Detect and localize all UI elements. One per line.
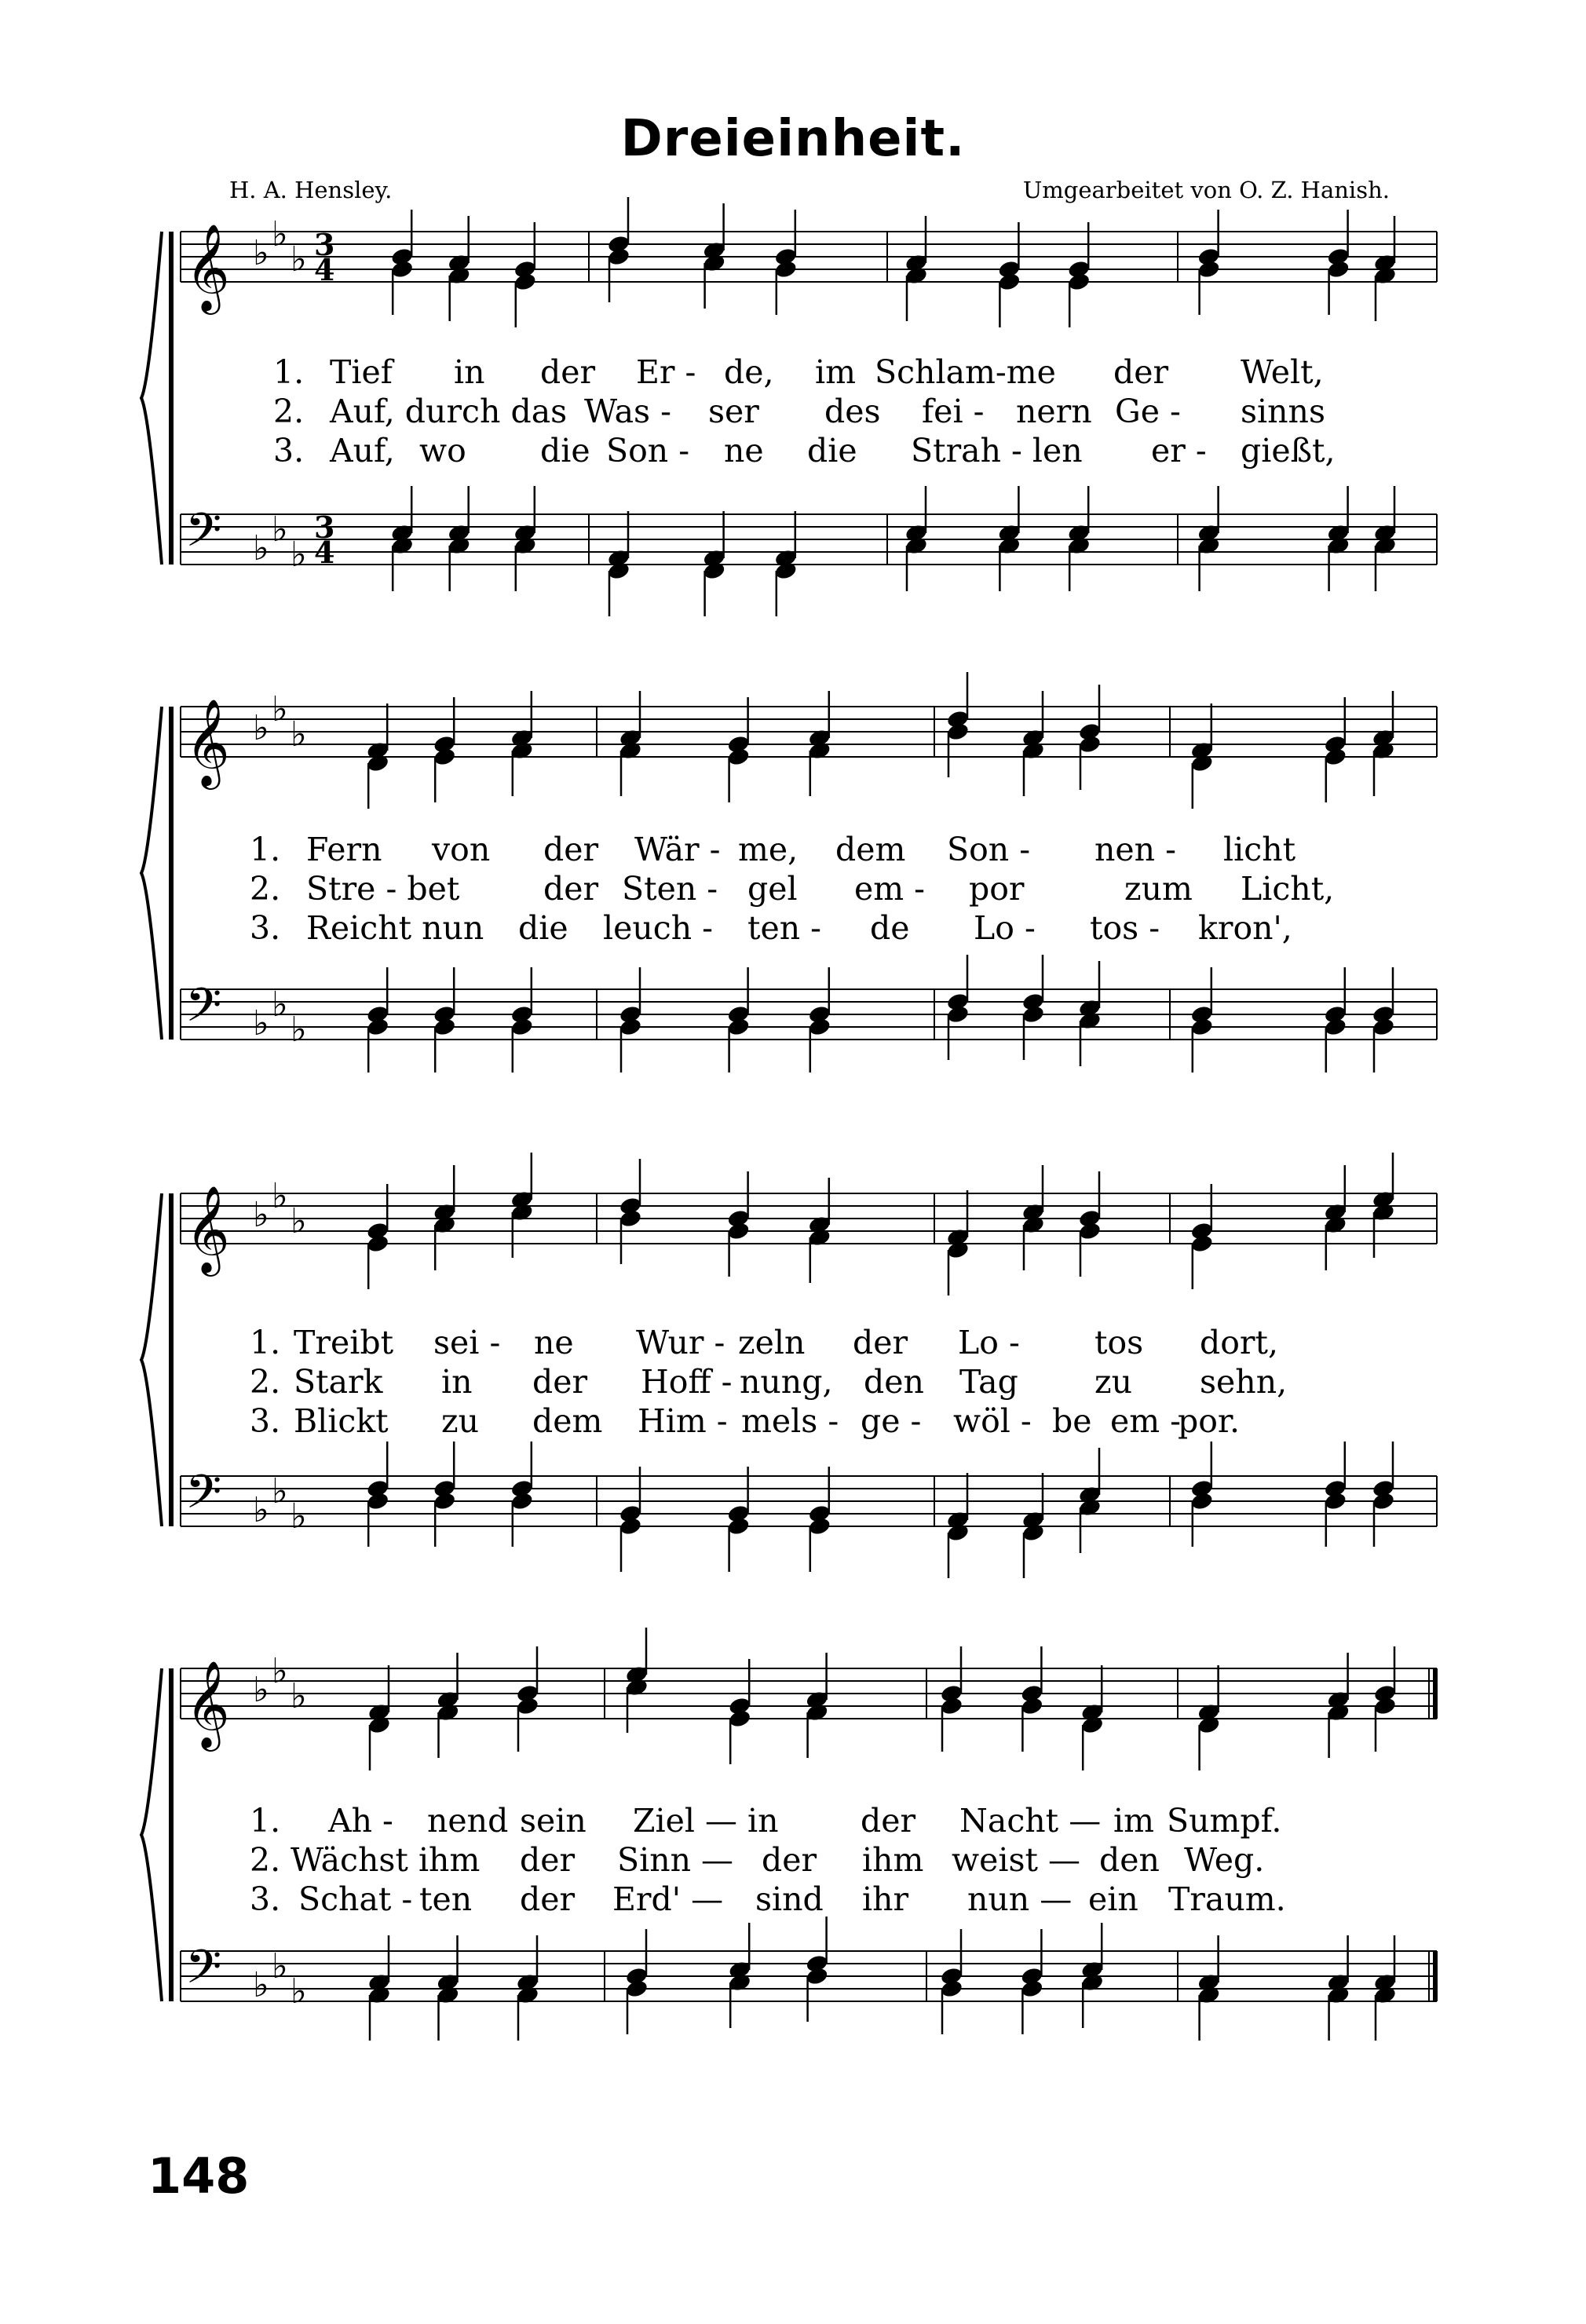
notehead: [904, 535, 929, 556]
syllable: dem: [532, 1402, 603, 1440]
bass-clef: 𝄢: [185, 1939, 222, 2005]
syllable: sei -: [433, 1324, 501, 1361]
syllable: Blickt: [294, 1402, 389, 1440]
syllable: ein: [1088, 1880, 1138, 1918]
verse-number: 2.: [250, 1363, 281, 1401]
verse-number: 3.: [250, 1880, 281, 1918]
hymn-title: Dreieinheit.: [620, 110, 966, 168]
notehead: [1190, 753, 1215, 773]
syllable: ge -: [861, 1402, 922, 1440]
notehead: [1372, 1202, 1396, 1222]
syllable: Erd' —: [612, 1880, 724, 1918]
flat-accidental: ♭: [272, 985, 288, 1025]
notehead: [433, 1491, 457, 1511]
syllable: sein: [520, 1802, 587, 1840]
syllable: Schlam-me: [875, 353, 1056, 391]
time-signature-top: 3: [314, 510, 335, 545]
syllable: Sumpf.: [1167, 1802, 1282, 1840]
syllable: Ge -: [1115, 393, 1181, 430]
syllable: Tief: [330, 353, 393, 391]
treble-clef: 𝄞: [185, 1185, 230, 1273]
verse-number: 3.: [250, 1402, 281, 1440]
syllable: den: [864, 1363, 924, 1401]
notehead: [728, 1972, 752, 1993]
flat-accidental: ♭: [272, 214, 288, 254]
lyrics-block: [228, 831, 1437, 948]
syllable: Ziel —: [633, 1802, 738, 1840]
syllable: Tag: [959, 1363, 1018, 1401]
notehead: [1078, 1497, 1102, 1518]
syllable: Schat -: [298, 1880, 413, 1918]
lyrics-block: [228, 1802, 1437, 1920]
notehead: [366, 753, 390, 773]
syllable: nung,: [740, 1363, 833, 1401]
notehead: [808, 1516, 832, 1537]
time-signature-bottom: 4: [314, 535, 335, 570]
flat-accidental: ♭: [253, 528, 269, 568]
notehead: [510, 1491, 535, 1511]
notehead: [774, 259, 798, 280]
syllable: der: [762, 1841, 817, 1879]
syllable: wöl -: [953, 1402, 1032, 1440]
syllable: der: [1113, 353, 1169, 391]
syllable: Sten -: [622, 870, 718, 908]
notehead: [619, 1208, 643, 1229]
verse-number: 1.: [273, 353, 305, 391]
syllable: zu: [441, 1402, 480, 1440]
flat-accidental: ♭: [272, 689, 288, 729]
arranger-credit: Umgearbeitet von O. Z. Hanish.: [1022, 177, 1390, 203]
treble-clef: 𝄞: [185, 1660, 230, 1748]
syllable: Er -: [636, 353, 696, 391]
verse-number: 2.: [250, 870, 281, 908]
syllable: weist —: [952, 1841, 1081, 1879]
syllable: der: [543, 831, 599, 868]
verse-number: 1.: [250, 1802, 281, 1840]
syllable: in: [454, 353, 485, 391]
syllable: Traum.: [1168, 1880, 1286, 1918]
syllable: er -: [1151, 432, 1207, 470]
notehead: [1372, 1017, 1396, 1037]
notehead: [1067, 272, 1091, 292]
verse-number: 3.: [250, 909, 281, 947]
notehead: [1326, 1702, 1350, 1723]
syllable: Strah - len: [911, 432, 1083, 470]
syllable: me,: [738, 831, 798, 868]
notehead: [946, 1522, 970, 1543]
verse-line: [228, 1802, 1437, 1841]
flat-accidental: ♭: [272, 1176, 288, 1216]
syllable: in: [441, 1363, 473, 1401]
syllable: die: [540, 432, 590, 470]
notehead: [513, 535, 538, 556]
syllable: Ah -: [328, 1802, 393, 1840]
verse-number: 3.: [273, 432, 305, 470]
music-system-3: [149, 1176, 1437, 1610]
notehead: [1020, 1696, 1044, 1716]
verse-line: [228, 1402, 1437, 1442]
lyrics-block: [228, 353, 1437, 471]
notehead: [1021, 1004, 1046, 1025]
notehead: [1373, 535, 1398, 556]
notehead: [1373, 1985, 1398, 2005]
syllable: der: [532, 1363, 588, 1401]
syllable: sinns: [1241, 393, 1326, 430]
syllable: nun —: [967, 1880, 1073, 1918]
syllable: im: [815, 353, 856, 391]
syllable: Wur -: [636, 1324, 725, 1361]
notehead: [946, 1004, 970, 1025]
notehead: [510, 1202, 535, 1222]
notehead: [726, 1017, 751, 1037]
syllable: ten: [419, 1880, 473, 1918]
syllable: Lo -: [974, 909, 1036, 947]
syllable: nen -: [1094, 831, 1176, 868]
syllable: gießt,: [1241, 432, 1336, 470]
notehead: [510, 1017, 535, 1037]
notehead: [1373, 265, 1398, 286]
notehead: [728, 1708, 752, 1729]
notehead: [1020, 1979, 1044, 1999]
treble-clef: 𝄞: [185, 223, 230, 311]
notehead: [1190, 1233, 1215, 1254]
syllable: sind: [755, 1880, 824, 1918]
flat-accidental: ♭: [272, 1471, 288, 1511]
syllable: fei -: [922, 393, 985, 430]
notehead: [619, 740, 643, 761]
syllable: ten -: [747, 909, 822, 947]
syllable: wo: [419, 432, 466, 470]
verse-number: 1.: [250, 831, 281, 868]
notehead: [433, 1017, 457, 1037]
notehead: [513, 272, 538, 292]
music-system-1: [149, 214, 1437, 648]
notehead: [1080, 1972, 1105, 1993]
brace: [141, 1193, 162, 1526]
notehead: [1372, 740, 1396, 761]
syllable: zeln: [738, 1324, 806, 1361]
flat-accidental: ♭: [291, 1010, 307, 1050]
verse-line: [228, 1324, 1437, 1363]
flat-accidental: ♭: [291, 1971, 307, 2012]
verse-number: 2.: [273, 393, 305, 430]
time-signature-bottom: 4: [314, 252, 335, 287]
syllable: nend: [427, 1802, 509, 1840]
notehead: [607, 561, 631, 581]
treble-clef: 𝄞: [185, 698, 230, 786]
bass-clef: 𝄢: [185, 1464, 222, 1530]
syllable: sehn,: [1200, 1363, 1288, 1401]
syllable: Wär -: [634, 831, 721, 868]
notehead: [726, 747, 751, 767]
notehead: [447, 535, 471, 556]
brace: [141, 232, 162, 565]
syllable: Fern: [306, 831, 382, 868]
syllable: der: [520, 1841, 576, 1879]
syllable: in: [747, 1802, 779, 1840]
notehead: [516, 1985, 540, 2005]
notehead: [516, 1696, 540, 1716]
notehead: [1021, 1215, 1046, 1235]
brace: [141, 1668, 162, 2001]
verse-line: [228, 1880, 1437, 1920]
notehead: [702, 561, 726, 581]
notehead: [1067, 535, 1091, 556]
notehead: [510, 740, 535, 761]
syllable: nern: [1016, 393, 1092, 430]
syllable: kron',: [1198, 909, 1292, 947]
notehead: [1197, 259, 1221, 280]
syllable: ihr: [862, 1880, 909, 1918]
notehead: [1190, 1017, 1215, 1037]
notehead: [940, 1979, 964, 1999]
flat-accidental: ♭: [291, 1676, 307, 1716]
notehead: [1078, 734, 1102, 755]
syllable: der: [520, 1880, 576, 1918]
syllable: der: [543, 870, 599, 908]
notehead: [1326, 259, 1350, 280]
notehead: [1197, 1985, 1221, 2005]
notehead: [1021, 1522, 1046, 1543]
notehead: [805, 1966, 829, 1986]
flat-accidental: ♭: [272, 510, 288, 550]
verse-number: 1.: [250, 1324, 281, 1361]
notehead: [433, 1215, 457, 1235]
syllable: de: [870, 909, 910, 947]
syllable: Weg.: [1184, 1841, 1265, 1879]
music-system-4: [149, 1651, 1437, 2085]
syllable: die: [518, 909, 568, 947]
syllable: por: [969, 870, 1025, 908]
notehead: [619, 1017, 643, 1037]
notehead: [390, 535, 415, 556]
syllable: ser: [708, 393, 759, 430]
notehead: [436, 1985, 460, 2005]
syllable: licht: [1223, 831, 1296, 868]
syllable: des: [824, 393, 881, 430]
notehead: [774, 561, 798, 581]
flat-accidental: ♭: [291, 1496, 307, 1537]
notehead: [726, 1516, 751, 1537]
syllable: Wächst ihm: [291, 1841, 481, 1879]
syllable: Welt,: [1241, 353, 1324, 391]
syllable: tos -: [1090, 909, 1160, 947]
syllable: der: [861, 1802, 916, 1840]
syllable: Licht,: [1241, 870, 1335, 908]
syllable: Reicht nun: [306, 909, 484, 947]
flat-accidental: ♭: [291, 714, 307, 755]
syllable: Auf,: [330, 432, 395, 470]
flat-accidental: ♭: [272, 1946, 288, 1986]
notehead: [1197, 1715, 1221, 1735]
notehead: [367, 1715, 392, 1735]
bass-clef: 𝄢: [185, 977, 222, 1043]
notehead: [1326, 535, 1350, 556]
notehead: [940, 1696, 964, 1716]
syllable: ihm: [862, 1841, 924, 1879]
syllable: Son -: [947, 831, 1031, 868]
notehead: [1080, 1715, 1105, 1735]
syllable: gel: [747, 870, 798, 908]
flat-accidental: ♭: [253, 1670, 269, 1710]
notehead: [447, 265, 471, 286]
syllable: den: [1099, 1841, 1160, 1879]
notehead: [904, 265, 929, 286]
notehead: [436, 1702, 460, 1723]
notehead: [808, 740, 832, 761]
syllable: der: [853, 1324, 908, 1361]
syllable: mels -: [741, 1402, 839, 1440]
syllable: tos: [1094, 1324, 1144, 1361]
notehead: [1324, 1491, 1348, 1511]
flat-accidental: ♭: [272, 1651, 288, 1691]
notehead: [997, 272, 1021, 292]
syllable: Son -: [606, 432, 690, 470]
syllable: Stre - bet: [306, 870, 460, 908]
notehead: [997, 535, 1021, 556]
verse-line: [228, 870, 1437, 909]
notehead: [702, 253, 726, 273]
flat-accidental: ♭: [291, 239, 307, 280]
syllable: ne: [724, 432, 764, 470]
syllable: por.: [1178, 1402, 1241, 1440]
notehead: [946, 722, 970, 742]
time-signature-top: 3: [314, 227, 335, 262]
notehead: [1078, 1221, 1102, 1241]
syllable: dem: [835, 831, 906, 868]
syllable: Was -: [584, 393, 671, 430]
syllable: Stark: [294, 1363, 383, 1401]
notehead: [1326, 1985, 1350, 2005]
syllable: Sinn —: [617, 1841, 734, 1879]
notehead: [390, 259, 415, 280]
notehead: [1324, 1215, 1348, 1235]
syllable: em -: [854, 870, 926, 908]
notehead: [1372, 1491, 1396, 1511]
notehead: [805, 1702, 829, 1723]
notehead: [619, 1516, 643, 1537]
syllable: Nacht —: [959, 1802, 1102, 1840]
syllable: leuch -: [603, 909, 714, 947]
flat-accidental: ♭: [253, 1490, 269, 1530]
verse-line: [228, 353, 1437, 393]
bass-clef: 𝄢: [185, 502, 222, 568]
verse-line: [228, 1363, 1437, 1402]
syllable: dort,: [1200, 1324, 1279, 1361]
flat-accidental: ♭: [291, 535, 307, 575]
syllable: em -: [1110, 1402, 1182, 1440]
brace: [141, 707, 162, 1040]
notehead: [366, 1491, 390, 1511]
flat-accidental: ♭: [253, 708, 269, 748]
notehead: [366, 1233, 390, 1254]
verse-number: 2.: [250, 1841, 281, 1879]
notehead: [366, 1017, 390, 1037]
syllable: ne: [534, 1324, 574, 1361]
syllable: be: [1052, 1402, 1092, 1440]
notehead: [1078, 1010, 1102, 1031]
flat-accidental: ♭: [253, 1003, 269, 1043]
notehead: [946, 1240, 970, 1260]
notehead: [625, 1677, 649, 1697]
syllable: der: [540, 353, 596, 391]
flat-accidental: ♭: [253, 1195, 269, 1235]
notehead: [1197, 535, 1221, 556]
syllable: Him -: [638, 1402, 728, 1440]
notehead: [1021, 740, 1046, 761]
notehead: [1373, 1696, 1398, 1716]
syllable: Hoff -: [641, 1363, 733, 1401]
verse-line: [228, 1841, 1437, 1880]
notehead: [433, 747, 457, 767]
verse-line: [228, 909, 1437, 948]
notehead: [607, 247, 631, 267]
syllable: von: [432, 831, 491, 868]
verse-line: [228, 831, 1437, 870]
syllable: zu: [1094, 1363, 1133, 1401]
verse-line: [228, 432, 1437, 471]
syllable: zum: [1124, 870, 1193, 908]
notehead: [625, 1979, 649, 1999]
lyrics-block: [228, 1324, 1437, 1442]
flat-accidental: ♭: [253, 1965, 269, 2005]
verse-line: [228, 393, 1437, 432]
syllable: im: [1113, 1802, 1154, 1840]
notehead: [1324, 747, 1348, 767]
syllable: Lo -: [958, 1324, 1020, 1361]
notehead: [726, 1221, 751, 1241]
composer-credit: H. A. Hensley.: [229, 177, 393, 203]
syllable: Auf, durch das: [330, 393, 568, 430]
flat-accidental: ♭: [253, 233, 269, 273]
notehead: [1324, 1017, 1348, 1037]
notehead: [808, 1227, 832, 1248]
page-number: 148: [148, 2147, 250, 2205]
syllable: die: [807, 432, 857, 470]
flat-accidental: ♭: [291, 1201, 307, 1241]
notehead: [1190, 1491, 1215, 1511]
notehead: [808, 1017, 832, 1037]
music-system-2: [149, 689, 1437, 1123]
syllable: de,: [724, 353, 774, 391]
syllable: Treibt: [294, 1324, 394, 1361]
notehead: [367, 1985, 392, 2005]
